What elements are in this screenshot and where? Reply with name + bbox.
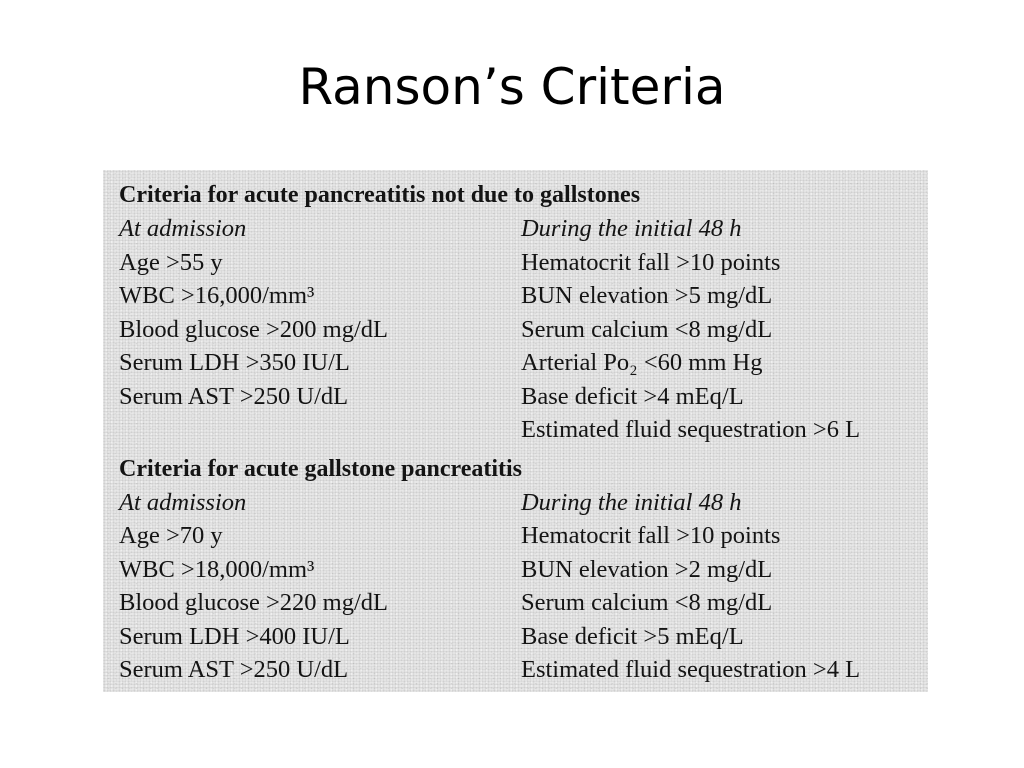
- initial-48h-criterion: Estimated fluid sequestration >4 L: [520, 656, 861, 683]
- table-row: [119, 586, 919, 620]
- section-heading: Criteria for acute pancreatitis not due to gallstones: [119, 182, 641, 208]
- admission-criterion: Age >55 y: [119, 248, 223, 276]
- table-row: [119, 313, 919, 347]
- admission-criterion: Serum AST >250 U/dL: [119, 656, 349, 683]
- section-gallstone: [119, 452, 919, 687]
- initial-48h-label: During the initial 48 h: [520, 488, 742, 516]
- table-row: [119, 246, 919, 280]
- table-row: [119, 380, 919, 414]
- table-row: [119, 519, 919, 553]
- at-admission-label: At admission: [119, 488, 247, 516]
- initial-48h-criterion: Arterial Po₂ <60 mm Hg: [520, 349, 763, 376]
- initial-48h-label: During the initial 48 h: [520, 215, 742, 242]
- at-admission-label: At admission: [119, 215, 247, 242]
- initial-48h-criterion: Serum calcium <8 mg/dL: [520, 315, 773, 343]
- table-row: [119, 279, 919, 313]
- admission-criterion: Serum AST >250 U/dL: [119, 382, 349, 410]
- initial-48h-criterion: BUN elevation >2 mg/dL: [520, 555, 773, 583]
- admission-criterion: Serum LDH >350 IU/L: [119, 349, 350, 376]
- scanned-criteria-table: [103, 170, 928, 692]
- admission-criterion: WBC >16,000/mm³: [119, 282, 315, 309]
- section-heading: Criteria for acute gallstone pancreatitis: [119, 455, 523, 482]
- admission-criterion: Blood glucose >200 mg/dL: [119, 315, 389, 343]
- column-subheadings: [119, 486, 919, 520]
- admission-criterion: [119, 413, 521, 447]
- column-subheadings: [119, 212, 919, 246]
- initial-48h-criterion: Base deficit >5 mEq/L: [520, 622, 744, 650]
- table-row: [119, 620, 919, 654]
- initial-48h-criterion: Base deficit >4 mEq/L: [520, 382, 744, 410]
- table-row: [119, 653, 919, 687]
- criteria-table-content: [119, 178, 919, 687]
- table-row: [119, 346, 919, 380]
- section-non-gallstone: [119, 178, 919, 447]
- table-row: [119, 413, 919, 447]
- admission-criterion: Age >70 y: [119, 522, 223, 549]
- initial-48h-criterion: BUN elevation >5 mg/dL: [520, 282, 773, 309]
- admission-criterion: Serum LDH >400 IU/L: [119, 622, 350, 650]
- table-row: [119, 553, 919, 587]
- initial-48h-criterion: Hematocrit fall >10 points: [520, 248, 781, 276]
- admission-criterion: WBC >18,000/mm³: [119, 555, 315, 583]
- admission-criterion: Blood glucose >220 mg/dL: [119, 589, 389, 616]
- initial-48h-criterion: Estimated fluid sequestration >6 L: [520, 416, 861, 443]
- slide-title: Ranson’s Criteria: [298, 58, 726, 116]
- initial-48h-criterion: Serum calcium <8 mg/dL: [520, 589, 773, 616]
- initial-48h-criterion: Hematocrit fall >10 points: [520, 522, 781, 549]
